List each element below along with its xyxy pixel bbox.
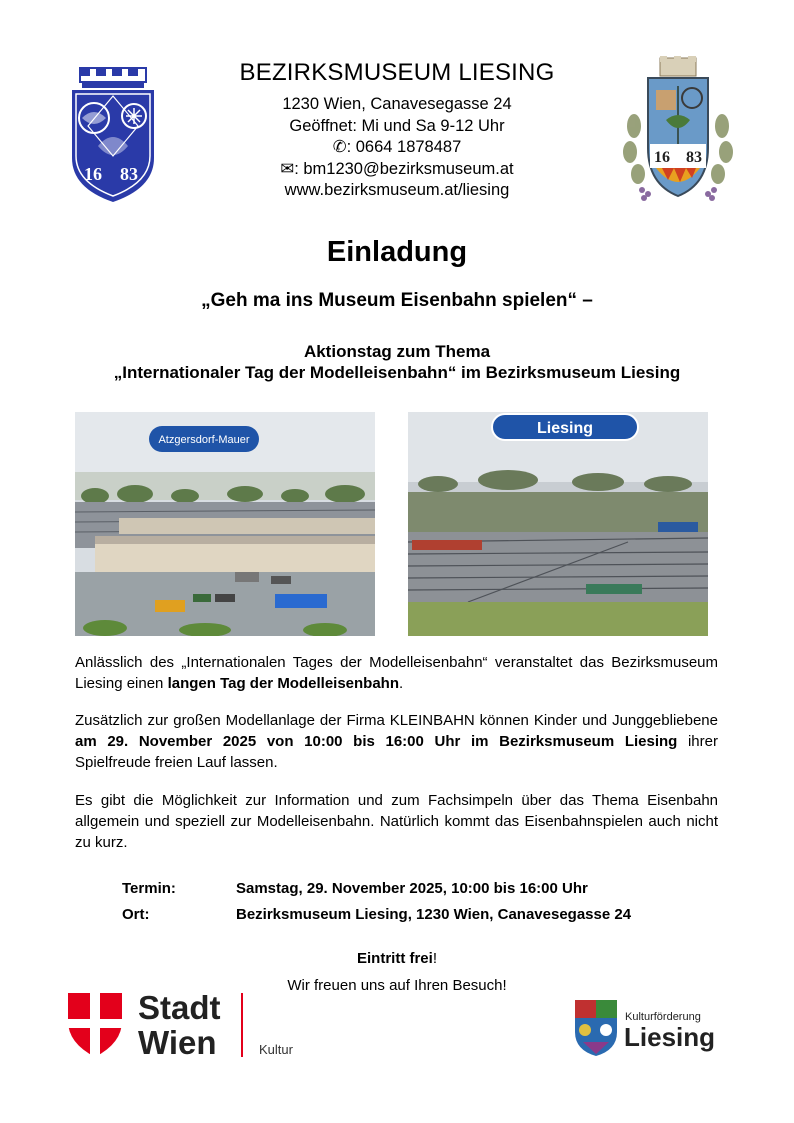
- termin-row: [122, 880, 588, 897]
- kulturfoerderung-liesing-logo: [573, 996, 723, 1056]
- phone-icon: ✆: [332, 138, 347, 156]
- svg-text:Liesing: Liesing: [624, 1022, 716, 1052]
- svg-text:83: 83: [686, 149, 702, 166]
- paragraph-information: Es gibt die Möglichkeit zur Information und zum Fachsimpeln über das Thema Eisenbahn allgemein und speziell zur Modelleisenbahn. Natürlich kommt das Eisenbahnspielen auch nicht zu kurz.: [75, 792, 718, 851]
- event-theme: [0, 341, 794, 383]
- coat-of-arms-right: [622, 56, 734, 206]
- termin-label: Termin:: [122, 880, 176, 897]
- opening-hours: Geöffnet: Mi und Sa 9-12 Uhr: [289, 116, 505, 135]
- long-day-highlight: langen Tag der Modelleisenbahn: [167, 675, 400, 692]
- svg-text:Kulturförderung: Kulturförderung: [625, 1011, 701, 1023]
- coat-of-arms-left: [68, 66, 158, 204]
- paragraph-details: Zusätzlich zur großen Modellanlage der Firma KLEINBAHN können Kinder und Junggebliebene am 29. November 2025 von 10:00 bis 16:00 Uhr im Bezirksmuseum Liesing ihrer Spielfreude freien Lauf lassen.: [75, 712, 718, 771]
- free-entry-note: Eintritt frei!: [356, 950, 437, 967]
- invitation-title: Einladung: [326, 236, 468, 268]
- ort-value: Bezirksmuseum Liesing, 1230 Wien, Canavesegasse 24: [236, 906, 632, 923]
- svg-text:Kultur: Kultur: [259, 1042, 293, 1057]
- photo-liesing-station: [408, 412, 708, 636]
- paragraph-occasion: Anlässlich des „Internationalen Tages der Modelleisenbahn“ veranstaltet das Bezirksmuseum Liesing einen langen Tag der Modelleisenbahn.: [75, 654, 718, 692]
- ort-row: [122, 906, 631, 923]
- svg-text:16: 16: [654, 149, 670, 166]
- date-time-highlight: am 29. November 2025 von 10:00 bis 16:00 Uhr im Bezirksmuseum Liesing: [75, 733, 678, 750]
- ort-label: Ort:: [122, 906, 150, 923]
- stadt-wien-logo: [68, 991, 308, 1061]
- museum-address: 1230 Wien, Canavesegasse 24: [282, 95, 512, 113]
- phone-line: [200, 137, 594, 159]
- welcome-note: Wir freuen uns auf Ihren Besuch!: [287, 977, 507, 994]
- theme-line-1: Aktionstag zum Thema: [303, 342, 491, 361]
- svg-text:Atzgersdorf-Mauer: Atzgersdorf-Mauer: [158, 434, 250, 446]
- svg-text:Liesing: Liesing: [536, 420, 594, 437]
- museum-name: BEZIRKSMUSEUM LIESING: [239, 59, 555, 86]
- website-link[interactable]: www.bezirksmuseum.at/liesing: [284, 181, 510, 199]
- svg-text:Wien: Wien: [138, 1024, 217, 1061]
- email-address[interactable]: : bm1230@bezirksmuseum.at: [294, 159, 514, 178]
- svg-text:16: 16: [84, 164, 102, 184]
- event-subtitle: „Geh ma ins Museum Eisenbahn spielen“ –: [201, 290, 593, 311]
- phone-number: : 0664 1878487: [346, 138, 462, 156]
- svg-text:Stadt: Stadt: [138, 991, 221, 1026]
- envelope-icon: ✉: [280, 159, 295, 178]
- termin-value: Samstag, 29. November 2025, 10:00 bis 16:00 Uhr: [236, 880, 588, 897]
- theme-line-2: „Internationaler Tag der Modelleisenbahn“ im Bezirksmuseum Liesing: [113, 363, 681, 382]
- photo-atzgersdorf-station: [75, 412, 375, 636]
- museum-header: [200, 58, 594, 202]
- email-line: [200, 159, 594, 181]
- svg-text:83: 83: [120, 164, 138, 184]
